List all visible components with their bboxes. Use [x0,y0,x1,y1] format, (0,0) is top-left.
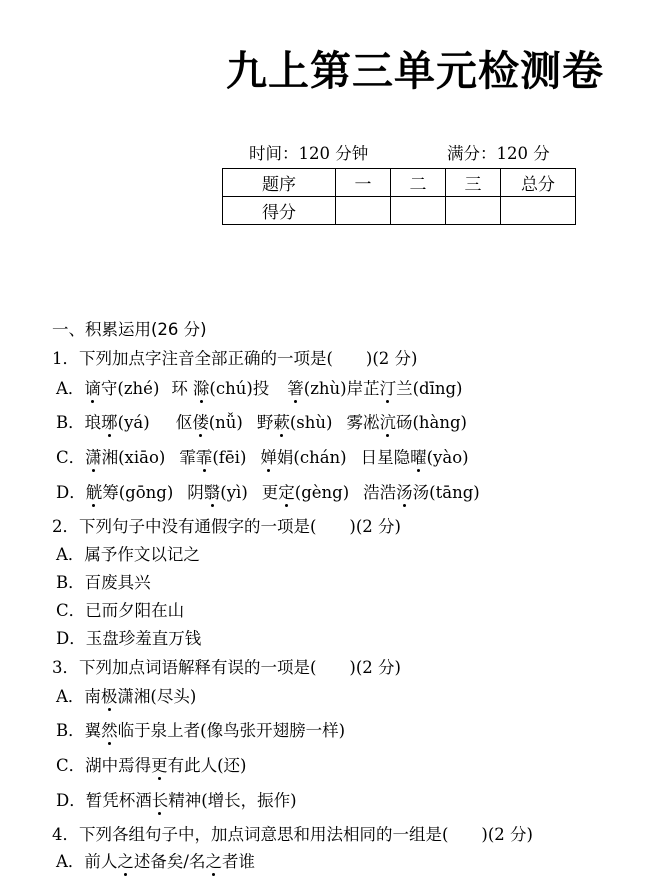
question-3-stem: 3．下列加点词语解释有误的一项是( )(2 分) [52,658,401,677]
dotted-char: 然 [101,717,118,741]
option-word [278,483,349,502]
option-text: (nǚ) [208,413,243,432]
question-1-option-d [56,479,480,503]
option-word [347,379,380,398]
question-2-option-a: A．属予作文以记之 [56,545,200,564]
option-text: 浩浩 [363,483,397,502]
dotted-char: 潇 [85,444,102,468]
option-text: 守(zhé) [100,379,160,398]
score-row-label: 得分 [223,197,336,225]
dotted-char: 琊 [101,409,118,433]
score-table-header-cell: 三 [446,169,501,197]
option-text: 日星隐 [360,448,411,467]
option-word [204,483,248,502]
option-text: 精神(增长，振作) [168,791,297,810]
question-4-option-a [56,848,255,872]
option-text: D．暂凭杯酒 [56,791,152,810]
question-3-option-a [56,683,196,707]
question-1-stem: 1．下列加点字注音全部正确的一项是( )(2 分) [52,349,418,368]
option-text: 潇湘(尽头) [117,687,197,706]
score-table-row [223,197,576,225]
dotted-char: 之 [205,848,222,872]
question-2-option-b: B．百废具兴 [56,573,151,592]
dotted-char: 箸 [287,375,304,399]
option-text: C． [56,448,86,467]
question-3-option-c [56,752,247,776]
option-text: 筹(gōng) [102,483,174,502]
option-text: (chú) [209,379,253,398]
option-word [171,379,188,398]
option-word [380,379,463,398]
option-text: 临于泉上者(像鸟张开翅膀一样) [117,721,346,740]
dotted-char: 定 [278,479,295,503]
score-table-header-cell: 题序 [223,169,336,197]
option-word [187,483,204,502]
option-text: 雾凇 [346,413,380,432]
time-info: 时间：120 分钟 [249,144,369,163]
option-text: 兰(dīng) [396,379,463,398]
option-word [346,413,379,432]
option-word [193,379,253,398]
score-cell[interactable] [501,197,576,225]
option-text: C．湖中焉得 [56,756,152,775]
dotted-char: 婵 [260,444,277,468]
score-table-header-cell: 总分 [501,169,576,197]
dotted-char: 觥 [86,479,103,503]
option-text: 阴 [187,483,204,502]
option-word [410,448,468,467]
question-2-stem: 2．下列句子中没有通假字的一项是( )(2 分) [52,517,401,536]
option-text: (yào) [426,448,469,467]
option-word [56,413,101,432]
option-word [273,413,332,432]
option-word [363,483,396,502]
option-text: 汤(tāng) [412,483,480,502]
option-word [56,448,165,467]
question-3-option-b [56,717,345,741]
dotted-char: 霏 [196,444,213,468]
score-table-header-row [223,169,576,197]
option-text: 娟(chán) [276,448,347,467]
option-word [179,448,196,467]
option-word [396,483,480,502]
option-text: D． [56,483,86,502]
score-cell[interactable] [336,197,391,225]
question-2-option-d: D．玉盘珍羞直万钱 [56,629,202,648]
question-1-option-c [56,444,469,468]
question-2-option-c: C．已而夕阳在山 [56,601,185,620]
option-word [361,448,411,467]
option-text: A． [56,379,85,398]
score-cell[interactable] [446,197,501,225]
dotted-char: 偻 [192,409,209,433]
option-text: B． [56,413,85,432]
option-text: (yá) [117,413,150,432]
option-text: B．翼 [56,721,102,740]
dotted-char: 翳 [204,479,221,503]
question-1-option-b [56,409,467,433]
question-3-option-d [56,787,297,811]
dotted-char: 长 [152,787,169,811]
option-word [196,448,247,467]
dotted-char: 谪 [84,375,101,399]
dotted-char: 曜 [410,444,427,468]
option-word [262,483,279,502]
option-text: (yì) [220,483,248,502]
option-text: 野 [256,413,274,432]
option-text: 述备矣/名 [133,852,206,871]
option-text: (shù) [289,413,333,432]
score-table-header-cell: 二 [391,169,446,197]
option-text: 环 [171,379,188,398]
dotted-char: 汀 [380,375,397,399]
section-heading: 一、积累运用(26 分) [52,320,207,339]
option-text: 有此人(还) [167,756,247,775]
option-text: (fēi) [212,448,247,467]
dotted-char: 汤 [396,479,413,503]
option-text: 投 [252,379,270,398]
option-word [192,413,243,432]
option-text: 者谁 [221,852,255,871]
option-word [287,379,346,398]
dotted-char: 滁 [193,375,210,399]
option-text: 湘(xiāo) [101,448,166,467]
dotted-char: 沆 [379,409,396,433]
option-word [257,413,274,432]
option-text: A．南 [56,687,101,706]
question-4-stem: 4．下列各组句子中，加点词意思和用法相同的一组是( )(2 分) [52,825,533,844]
score-info: 满分：120 分 [447,144,550,163]
option-text: 岸芷 [346,379,380,398]
dotted-char: 蔌 [273,409,290,433]
option-word [260,448,346,467]
dotted-char: 之 [117,848,134,872]
option-word [56,483,173,502]
option-text: (gèng) [294,483,350,502]
score-table [222,168,576,225]
option-word [56,379,159,398]
option-word [253,379,270,398]
option-word [101,413,150,432]
option-text: 砀(hàng) [395,413,467,432]
option-text: 霏 [179,448,196,467]
option-text: A．前人 [56,852,118,871]
option-word [379,413,467,432]
page-title: 九上第三单元检测卷 [226,47,604,95]
score-cell[interactable] [391,197,446,225]
option-text: 琅 [84,413,102,432]
dotted-char: 极 [101,683,118,707]
option-text: 伛 [175,413,193,432]
dotted-char: 更 [151,752,168,776]
question-1-option-a [56,375,463,399]
option-text: (zhù) [303,379,347,398]
option-word [176,413,193,432]
option-text: 更 [261,483,279,502]
score-table-header-cell: 一 [336,169,391,197]
